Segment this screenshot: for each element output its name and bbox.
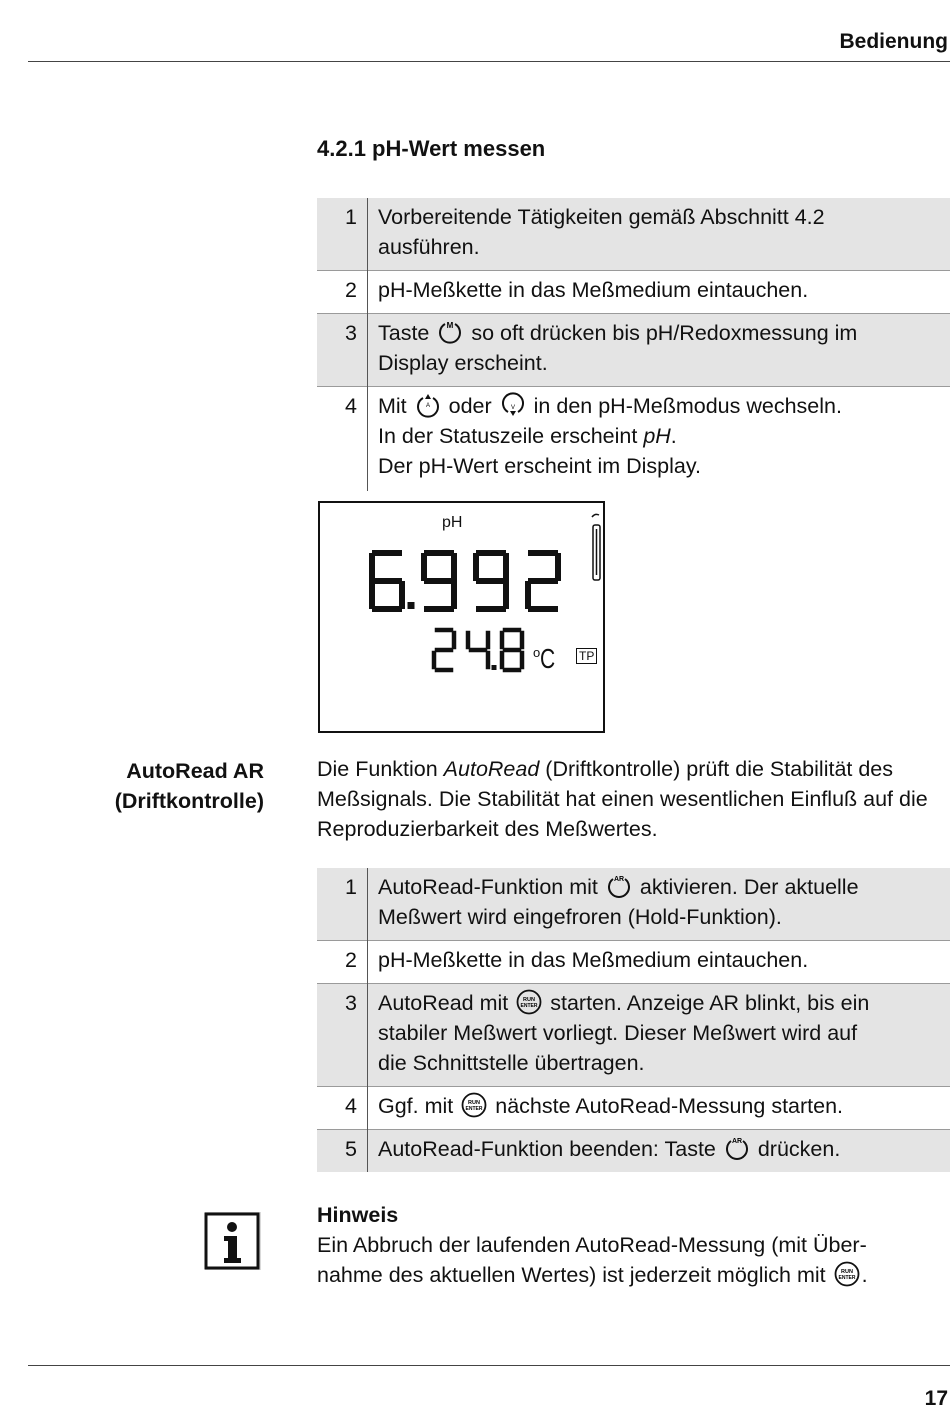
step-text: Taste M so oft drücken bis pH/Redoxmessung im Display erscheint. [368,314,950,387]
step-number: 2 [317,941,368,984]
autoread-intro: Die Funktion AutoRead (Driftkontrolle) prüft die Stabilität des Meßsignals. Die Stabilität hat einen wesentlichen Einfluß auf die Reproduzierbarkeit des Meßwertes. [317,754,947,844]
step-text: AutoRead-Funktion mit AR aktivieren. Der aktuelle Meßwert wird eingefroren (Hold-Funktion). [368,868,950,941]
ph-steps-table [317,198,950,491]
step-text: Mit A oder V in den pH-Meßmodus wechseln. In der Statuszeile erscheint pH. Der pH-Wert erscheint im Display. [368,387,950,492]
table-row [317,941,950,984]
display-mode-label: pH [442,514,462,532]
svg-text:RUN: RUN [468,1100,480,1106]
run-enter-key-icon [834,1261,860,1287]
table-row [317,1130,950,1173]
degree-sign: o [533,645,540,660]
table-row [317,387,950,492]
running-header: Bedienung [840,30,949,54]
info-icon [204,1211,262,1271]
lcd-display [318,501,605,733]
step-text: AutoRead-Funktion beenden: Taste AR drücken. [368,1130,950,1173]
up-key-icon [415,392,441,418]
svg-text:RUN: RUN [841,1269,853,1275]
display-digits [320,503,603,731]
svg-text:ENTER: ENTER [838,1275,855,1281]
note-block: Hinweis Ein Abbruch der laufenden AutoRead-Messung (mit Über- nahme des aktuellen Wertes) ist jederzeit möglich mit RUN ENTER . [317,1200,947,1290]
step-text: pH-Meßkette in das Meßmedium eintauchen. [368,271,950,314]
svg-text:M: M [447,321,454,330]
tp-indicator: TP [576,648,597,664]
decimal-point [408,602,415,609]
table-row [317,271,950,314]
section-title: 4.2.1 pH-Wert messen [317,136,545,162]
svg-text:RUN: RUN [523,997,535,1003]
svg-text:A: A [426,403,430,409]
step-text: AutoRead mit RUN ENTER starten. Anzeige AR blinkt, bis ein stabiler Meßwert vorliegt. Dieser Meßwert wird auf die Schnittstelle übertragen. [368,984,950,1087]
decimal-point [492,665,497,670]
svg-text:ENTER: ENTER [521,1003,538,1009]
svg-text:AR: AR [732,1138,742,1145]
svg-text:ENTER: ENTER [466,1106,483,1112]
down-key-icon [500,392,526,418]
step-number: 5 [317,1130,368,1173]
run-enter-key-icon [461,1092,487,1118]
step-number: 3 [317,314,368,387]
step-number: 4 [317,387,368,492]
header-rule [28,61,950,62]
side-heading: AutoRead AR (Driftkontrolle) [115,756,264,816]
step-number: 1 [317,198,368,271]
m-key-icon [437,319,463,345]
table-row [317,868,950,941]
table-row [317,314,950,387]
autoread-steps-table [317,868,950,1172]
footer-rule [28,1365,950,1366]
ar-key-icon [724,1135,750,1161]
table-row [317,984,950,1087]
celsius-unit: C [540,643,555,675]
ar-key-icon [606,873,632,899]
step-number: 4 [317,1087,368,1130]
step-text: Ggf. mit RUN ENTER nächste AutoRead-Messung starten. [368,1087,950,1130]
svg-text:V: V [511,405,515,411]
step-number: 1 [317,868,368,941]
note-title: Hinweis [317,1203,398,1227]
step-text: pH-Meßkette in das Meßmedium eintauchen. [368,941,950,984]
svg-text:AR: AR [614,876,624,883]
run-enter-key-icon [516,989,542,1015]
table-row [317,1087,950,1130]
electrode-icon [592,514,600,580]
step-text: Vorbereitende Tätigkeiten gemäß Abschnitt 4.2 ausführen. [368,198,950,271]
step-number: 3 [317,984,368,1087]
table-row [317,198,950,271]
page-number: 17 [925,1387,948,1411]
step-number: 2 [317,271,368,314]
